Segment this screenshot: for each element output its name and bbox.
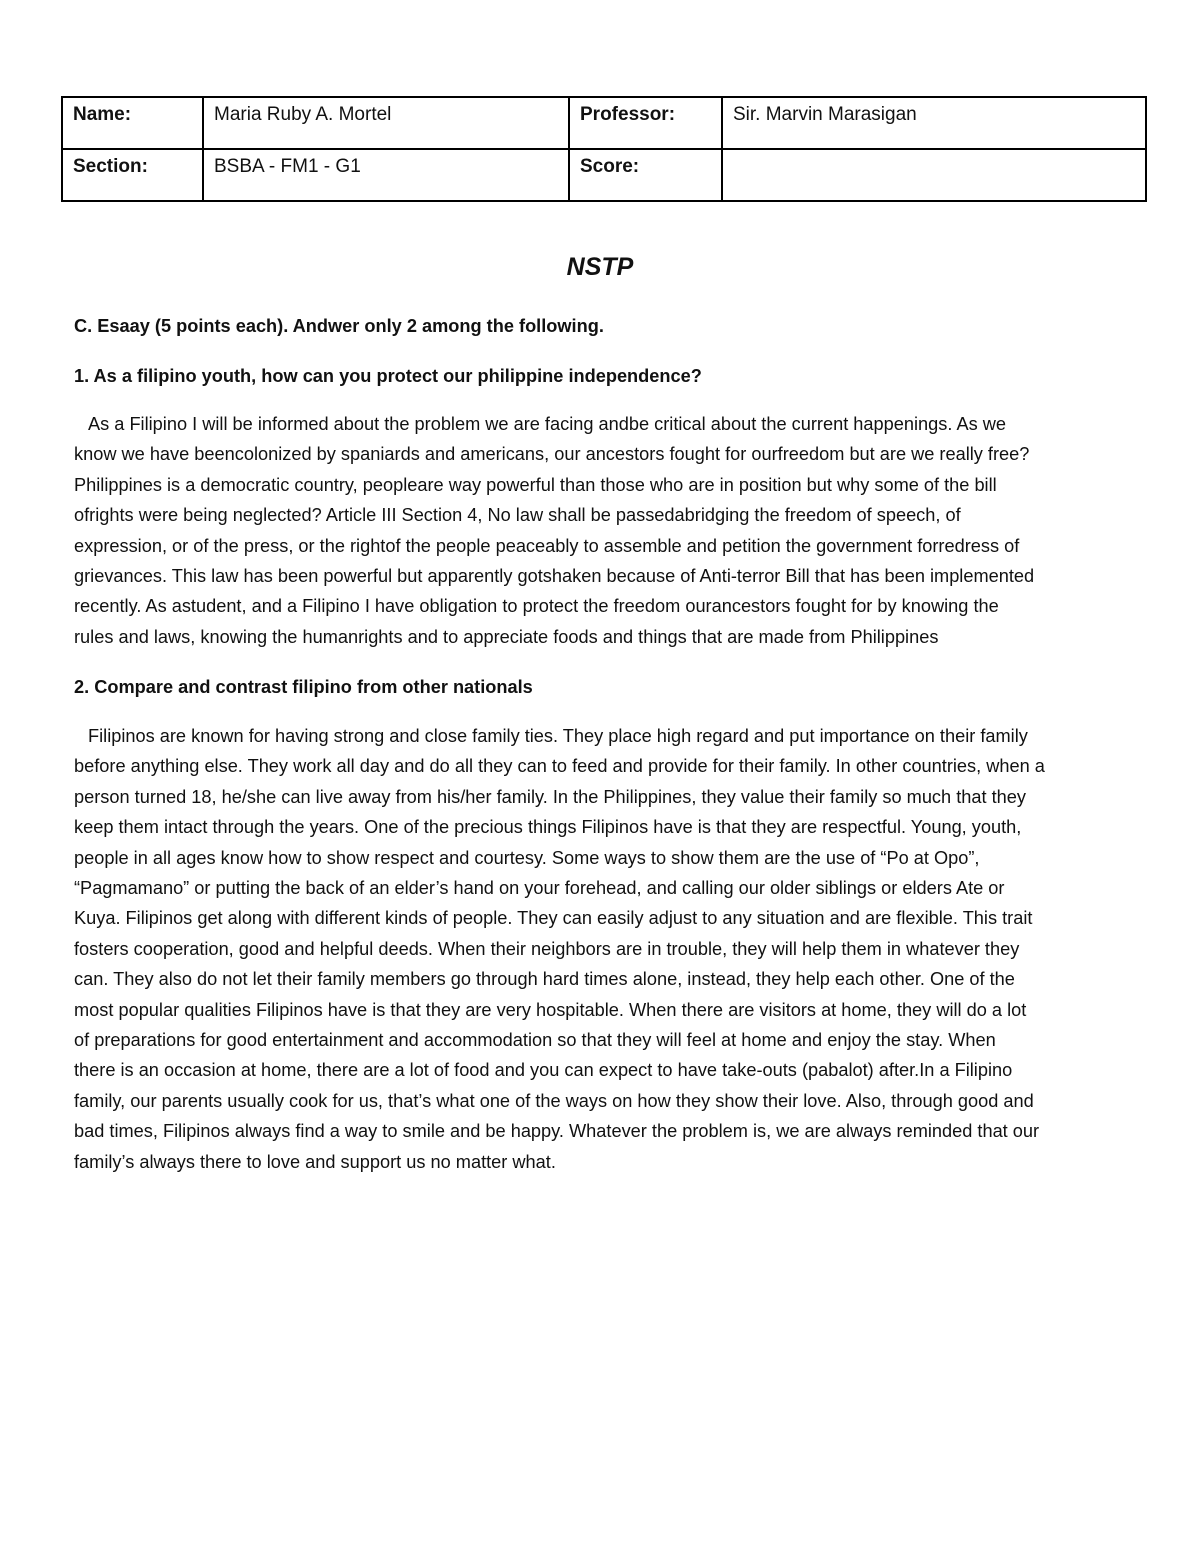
answer-1-line: grievances. This law has been powerful but apparently gotshaken because of Anti-terror Bill that has been implemented bbox=[74, 566, 1035, 587]
student-info-table bbox=[61, 96, 1147, 202]
answer-1-line: recently. As astudent, and a Filipino I have obligation to protect the freedom ourancestors fought for by knowing the bbox=[74, 596, 999, 617]
name-label: Name: bbox=[62, 97, 203, 149]
answer-1-line: Philippines is a democratic country, peopleare way powerful than those who are in position but why some of the bill bbox=[74, 474, 997, 495]
score-value bbox=[722, 149, 1146, 201]
answer-1 bbox=[74, 409, 1142, 652]
answer-2 bbox=[74, 721, 1142, 1177]
answer-2-line: there is an occasion at home, there are a lot of food and you can expect to have take-outs (pabalot) after.In a Filipino bbox=[74, 1060, 1013, 1081]
document-title: NSTP bbox=[566, 253, 634, 281]
professor-label: Professor: bbox=[569, 97, 722, 149]
answer-2-line: keep them intact through the years. One of the precious things Filipinos have is that they are respectful. Young, youth, bbox=[74, 817, 1022, 838]
answer-2-line: family, our parents usually cook for us, that’s what one of the ways on how they show their love. Also, through good and bbox=[74, 1090, 1034, 1111]
answer-1-line: ofrights were being neglected? Article III Section 4, No law shall be passedabridging the freedom of speech, of bbox=[74, 505, 961, 526]
answer-2-line: Filipinos are known for having strong and close family ties. They place high regard and put importance on their family bbox=[88, 726, 1028, 746]
answer-1-line: know we have beencolonized by spaniards and americans, our ancestors fought for ourfreedom but are we really free? bbox=[74, 444, 1030, 465]
answer-2-line: Kuya. Filipinos get along with different kinds of people. They can easily adjust to any situation and are flexible. This trait bbox=[74, 908, 1033, 929]
section-value: BSBA - FM1 - G1 bbox=[203, 149, 569, 201]
answer-2-line: people in all ages know how to show respect and courtesy. Some ways to show them are the use of “Po at Opo”, bbox=[74, 847, 980, 868]
answer-2-line: bad times, Filipinos always find a way to smile and be happy. Whatever the problem is, we are always reminded that our bbox=[74, 1121, 1040, 1142]
answer-1-line: As a Filipino I will be informed about the problem we are facing andbe critical about the current happenings. As we bbox=[88, 414, 1006, 434]
answer-2-line: “Pagmamano” or putting the back of an elder’s hand on your forehead, and calling our older siblings or elders Ate or bbox=[74, 878, 1005, 899]
score-label: Score: bbox=[569, 149, 722, 201]
essay-instructions: C. Esaay (5 points each). Andwer only 2 among the following. bbox=[74, 316, 604, 336]
answer-2-line: fosters cooperation, good and helpful deeds. When their neighbors are in trouble, they will help them in whatever they bbox=[74, 938, 1020, 959]
answer-2-line: person turned 18, he/she can live away from his/her family. In the Philippines, they value their family so much that they bbox=[74, 786, 1026, 807]
answer-2-line: of preparations for good entertainment and accommodation so that they will feel at home and enjoy the stay. When bbox=[74, 1030, 996, 1051]
info-row-section bbox=[62, 149, 1146, 201]
answer-2-line: family’s always there to love and support us no matter what. bbox=[74, 1151, 556, 1172]
section-label: Section: bbox=[62, 149, 203, 201]
info-row-name bbox=[62, 97, 1146, 149]
answer-1-line: rules and laws, knowing the humanrights and to appreciate foods and things that are made from Philippines bbox=[74, 626, 939, 647]
answer-2-line: most popular qualities Filipinos have is that they are very hospitable. When there are visitors at home, they will do a lot bbox=[74, 999, 1027, 1020]
professor-value: Sir. Marvin Marasigan bbox=[722, 97, 1146, 149]
answer-2-line: before anything else. They work all day and do all they can to feed and provide for their family. In other countries, when a bbox=[74, 756, 1045, 777]
name-value: Maria Ruby A. Mortel bbox=[203, 97, 569, 149]
answer-1-line: expression, or of the press, or the rightof the people peaceably to assemble and petition the government forredress of bbox=[74, 535, 1020, 556]
question-1: 1. As a filipino youth, how can you protect our philippine independence? bbox=[74, 366, 702, 386]
question-2: 2. Compare and contrast filipino from other nationals bbox=[74, 677, 533, 697]
answer-2-line: can. They also do not let their family members go through hard times alone, instead, they help each other. One of the bbox=[74, 969, 1015, 990]
